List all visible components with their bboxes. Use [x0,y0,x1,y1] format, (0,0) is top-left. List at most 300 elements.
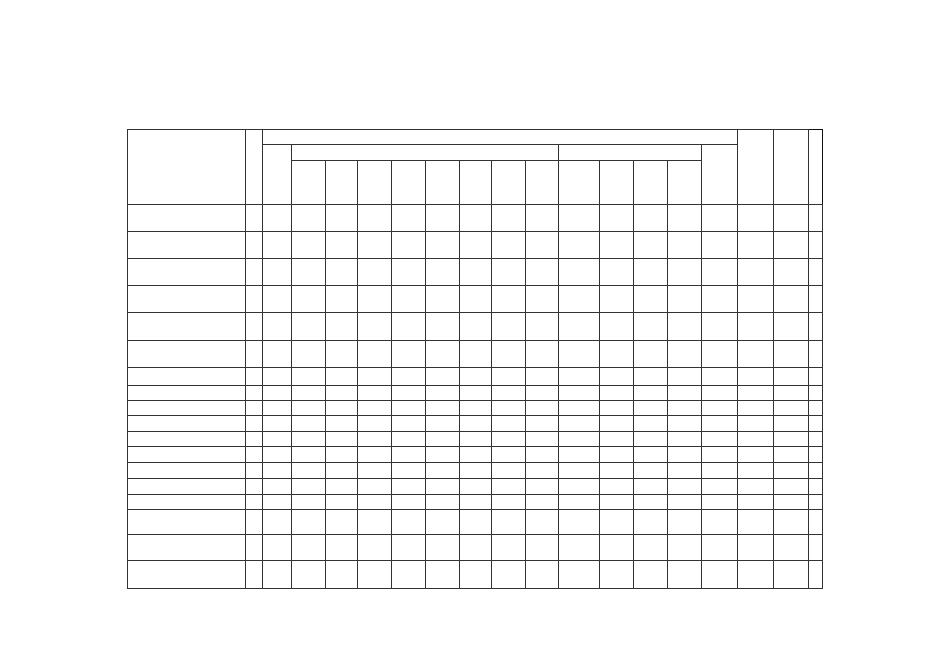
table-cell [559,286,600,313]
table-cell [600,386,634,401]
table-cell [668,463,702,479]
row-item-name [128,232,246,259]
table-cell [668,479,702,495]
table-cell [809,401,823,416]
table-cell [358,447,392,463]
table-cell [668,259,702,286]
table-cell [774,286,809,313]
table-row [128,368,823,386]
table-cell [559,447,600,463]
table-cell [809,432,823,447]
table-cell [738,341,774,368]
table-cell [326,286,358,313]
table-cell [326,463,358,479]
table-cell [774,463,809,479]
header-tailrace-group [559,145,702,161]
table-cell [774,313,809,341]
header-col [492,161,526,205]
table-cell [358,313,392,341]
header-subtotal [702,145,738,205]
table-row [128,416,823,432]
table-cell [774,416,809,432]
table-cell [426,495,460,510]
table-cell [526,341,559,368]
header-total [774,130,809,205]
table-cell [263,447,292,463]
table-cell [392,510,426,535]
table-row [128,401,823,416]
table-cell [460,386,492,401]
table-cell [358,341,392,368]
table-cell [809,561,823,589]
table-cell [809,463,823,479]
table-cell [526,232,559,259]
table-cell [392,232,426,259]
table-cell [634,510,668,535]
quantity-table [127,129,823,589]
table-cell [492,386,526,401]
table-cell [292,561,326,589]
table-cell [292,416,326,432]
table-cell [634,416,668,432]
table-cell [526,205,559,232]
table-cell [526,479,559,495]
table-cell [392,341,426,368]
table-cell [460,232,492,259]
table-cell [460,259,492,286]
table-cell [263,259,292,286]
table-cell [358,401,392,416]
table-cell [809,495,823,510]
table-cell [526,401,559,416]
table-cell [702,447,738,463]
table-cell [738,510,774,535]
table-cell [526,386,559,401]
table-cell [392,401,426,416]
table-cell [326,401,358,416]
table-cell [263,479,292,495]
row-unit [246,463,263,479]
table-cell [292,368,326,386]
header-unit [246,130,263,205]
table-cell [526,368,559,386]
table-cell [634,447,668,463]
table-row [128,463,823,479]
table-cell [460,286,492,313]
table-cell [702,432,738,447]
table-cell [460,432,492,447]
table-cell [809,386,823,401]
table-cell [668,447,702,463]
table-cell [526,259,559,286]
table-cell [460,341,492,368]
header-col [392,161,426,205]
table-cell [292,535,326,561]
table-cell [702,535,738,561]
table-cell [738,463,774,479]
table-cell [738,416,774,432]
table-cell [702,463,738,479]
table-caption [127,113,823,129]
table-cell [358,463,392,479]
table-cell [358,510,392,535]
table-cell [326,447,358,463]
table-cell [263,535,292,561]
table-cell [492,341,526,368]
table-cell [358,386,392,401]
table-cell [774,205,809,232]
table-row [128,386,823,401]
table-cell [492,479,526,495]
table-cell [392,205,426,232]
table-cell [392,495,426,510]
table-cell [392,286,426,313]
table-cell [634,341,668,368]
table-cell [326,205,358,232]
table-cell [774,495,809,510]
table-cell [668,205,702,232]
table-cell [702,495,738,510]
table-cell [668,561,702,589]
table-cell [426,386,460,401]
table-cell [634,401,668,416]
table-cell [358,535,392,561]
table-cell [600,561,634,589]
table-cell [702,510,738,535]
table-cell [559,232,600,259]
table-cell [526,561,559,589]
table-cell [774,561,809,589]
table-cell [809,479,823,495]
row-unit [246,479,263,495]
table-cell [774,341,809,368]
table-cell [263,286,292,313]
table-cell [634,259,668,286]
table-cell [460,479,492,495]
table-cell [392,313,426,341]
table-cell [600,447,634,463]
table-cell [358,205,392,232]
table-cell [668,313,702,341]
table-cell [292,341,326,368]
row-unit [246,432,263,447]
table-cell [263,205,292,232]
table-row [128,510,823,535]
table-cell [292,232,326,259]
table-cell [326,341,358,368]
table-cell [668,368,702,386]
table-cell [600,535,634,561]
table-cell [292,510,326,535]
table-cell [460,463,492,479]
table-cell [263,401,292,416]
table-cell [392,368,426,386]
table-cell [600,416,634,432]
table-cell [774,368,809,386]
table-cell [702,416,738,432]
table-cell [492,535,526,561]
table-row [128,495,823,510]
table-cell [392,463,426,479]
row-item-name [128,313,246,341]
table-cell [702,259,738,286]
table-cell [738,286,774,313]
table-row [128,259,823,286]
table-cell [702,368,738,386]
table-cell [263,561,292,589]
table-cell [600,401,634,416]
table-cell [668,416,702,432]
table-cell [809,259,823,286]
table-cell [668,386,702,401]
table-cell [526,313,559,341]
table-cell [702,205,738,232]
table-cell [526,510,559,535]
table-cell [809,341,823,368]
table-cell [292,463,326,479]
table-cell [809,510,823,535]
row-item-name [128,259,246,286]
table-cell [492,205,526,232]
table-cell [263,432,292,447]
header-col [426,161,460,205]
table-cell [600,232,634,259]
table-cell [426,561,460,589]
table-cell [263,510,292,535]
table-cell [292,205,326,232]
table-row [128,432,823,447]
table-cell [634,495,668,510]
table-cell [426,416,460,432]
table-cell [600,495,634,510]
table-cell [738,401,774,416]
table-cell [702,232,738,259]
table-cell [492,463,526,479]
table-cell [668,510,702,535]
table-row [128,447,823,463]
table-cell [702,286,738,313]
table-cell [634,205,668,232]
table-cell [809,447,823,463]
table-cell [526,463,559,479]
table-cell [774,535,809,561]
table-row [128,286,823,313]
table-cell [634,432,668,447]
table-cell [292,259,326,286]
table-cell [526,447,559,463]
table-row [128,232,823,259]
table-cell [809,286,823,313]
table-cell [263,341,292,368]
table-cell [326,510,358,535]
table-cell [738,232,774,259]
table-cell [326,479,358,495]
table-cell [668,341,702,368]
table-cell [600,479,634,495]
table-cell [634,286,668,313]
table-cell [263,368,292,386]
table-cell [774,432,809,447]
header-temporary [738,130,774,205]
table-cell [809,232,823,259]
table-cell [600,368,634,386]
table-cell [809,368,823,386]
table-cell [426,341,460,368]
table-cell [492,495,526,510]
table-cell [263,416,292,432]
row-item-name [128,432,246,447]
table-cell [263,386,292,401]
table-cell [460,447,492,463]
table-cell [426,368,460,386]
table-cell [738,535,774,561]
table-cell [559,535,600,561]
table-cell [559,416,600,432]
table-cell [774,259,809,286]
table-cell [668,232,702,259]
table-cell [600,205,634,232]
table-cell [358,479,392,495]
table-cell [559,510,600,535]
table-cell [738,447,774,463]
table-cell [492,232,526,259]
table-cell [358,561,392,589]
table-cell [292,479,326,495]
table-cell [263,232,292,259]
table-cell [600,259,634,286]
row-unit [246,368,263,386]
row-item-name [128,416,246,432]
table-cell [738,561,774,589]
table-cell [526,416,559,432]
row-item-name [128,535,246,561]
table-cell [668,432,702,447]
table-cell [668,286,702,313]
table-cell [263,495,292,510]
table-cell [702,313,738,341]
table-cell [426,232,460,259]
table-cell [358,495,392,510]
table-cell [634,368,668,386]
table-cell [774,386,809,401]
table-cell [526,432,559,447]
row-unit [246,510,263,535]
table-cell [559,432,600,447]
table-cell [326,495,358,510]
table-cell [774,232,809,259]
table-cell [326,313,358,341]
table-row [128,535,823,561]
table-cell [358,232,392,259]
table-cell [492,313,526,341]
table-cell [738,479,774,495]
table-cell [668,495,702,510]
table-cell [392,447,426,463]
table-cell [426,286,460,313]
row-unit [246,259,263,286]
table-cell [460,495,492,510]
table-cell [738,313,774,341]
table-cell [634,463,668,479]
table-cell [426,447,460,463]
row-unit [246,205,263,232]
table-cell [634,561,668,589]
table-row [128,313,823,341]
header-col [326,161,358,205]
row-unit [246,401,263,416]
row-item-name [128,286,246,313]
row-item-name [128,386,246,401]
row-item-name [128,561,246,589]
row-unit [246,313,263,341]
table-cell [392,386,426,401]
table-cell [460,510,492,535]
table-cell [809,205,823,232]
table-cell [292,286,326,313]
table-cell [702,341,738,368]
table-cell [738,205,774,232]
table-cell [358,368,392,386]
row-unit [246,535,263,561]
table-cell [600,286,634,313]
table-cell [774,447,809,463]
table-cell [426,463,460,479]
table-cell [426,313,460,341]
table-cell [326,432,358,447]
table-cell [460,416,492,432]
table-cell [326,368,358,386]
table-cell [492,286,526,313]
table-cell [426,510,460,535]
table-cell [738,432,774,447]
table-cell [559,313,600,341]
table-cell [460,401,492,416]
table-cell [559,386,600,401]
table-cell [738,495,774,510]
table-cell [668,535,702,561]
table-cell [559,561,600,589]
table-cell [426,259,460,286]
table-cell [702,561,738,589]
table-row [128,561,823,589]
table-cell [774,401,809,416]
table-cell [559,401,600,416]
row-item-name [128,510,246,535]
table-row [128,479,823,495]
table-cell [634,386,668,401]
row-item-name [128,368,246,386]
header-col [526,161,559,205]
table-cell [392,259,426,286]
table-cell [460,561,492,589]
table-cell [392,561,426,589]
row-item-name [128,463,246,479]
table-cell [559,463,600,479]
table-cell [492,416,526,432]
table-cell [263,463,292,479]
table-cell [809,535,823,561]
table-cell [460,205,492,232]
table-cell [326,232,358,259]
table-cell [559,495,600,510]
table-cell [668,401,702,416]
table-row [128,341,823,368]
table-cell [426,479,460,495]
table-cell [526,286,559,313]
header-col [358,161,392,205]
table-cell [526,535,559,561]
table-cell [559,259,600,286]
